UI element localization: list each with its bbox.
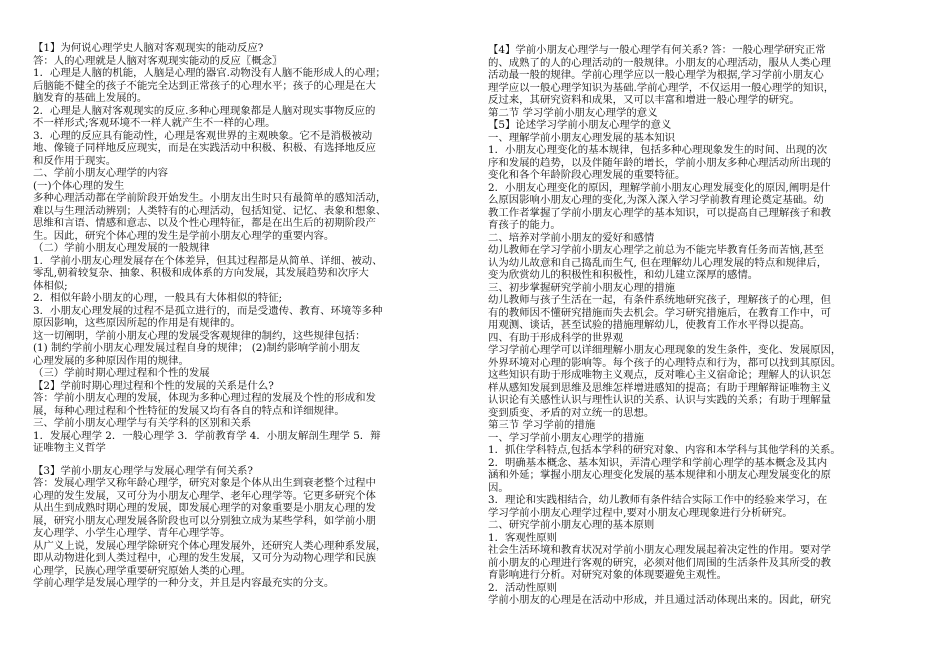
text-line: 脑发育的基础上发展的。 <box>33 92 148 104</box>
text-line: 和反作用于现实。 <box>33 154 117 167</box>
text-line: 1．抓住学科特点,包括本学科的研究对象、内容和本学科与其他学科的关系。 <box>488 444 841 456</box>
text-line: 反过来，其研究资料和成果，又可以丰富和增进一般心理学的研究。 <box>488 94 800 106</box>
text-line: 幼儿教师在学习学前小朋友心理学之前总为不能完毕教育任务而苦恼,甚至 <box>488 244 824 256</box>
text-line: 答：发展心理学又称年龄心理学，研究对象是个体从出生到衰老整个过程中 <box>33 477 376 489</box>
text-line: 心理发展的多种原因作用的规律。 <box>33 354 189 367</box>
text-line: (1) 制约学前小朋友心理发展过程自身的规律； (2)制约影响学前小朋友 <box>33 342 360 354</box>
text-line: 思维和言语、情感和意志、以及个性心理特征，都是在出生后的初期阶段产 <box>33 217 376 229</box>
text-line <box>33 455 465 465</box>
text-line: 从出生到成熟时期心理的发展，即发展心理学的对象重要是小朋友心理的发 <box>33 502 376 514</box>
text-line: 友心理学、小学生心理学、青年心理学等。 <box>33 527 231 539</box>
text-line: 活动最一般的规律。学前心理学应以一般心理学为根据,学习学前小朋友心 <box>488 69 824 81</box>
text-line: 多种心理活动都在学前阶段开始发生。小朋友出生时只有最简单的感知活动， <box>33 192 387 204</box>
text-line: 二、培养对学前小朋友的爱好和感情 <box>488 231 655 244</box>
text-line: 样从感知发展到思维及思维怎样增进感知的提高；有助于理解辩证唯物主义 <box>488 381 831 394</box>
text-line: 育孩子的能力。 <box>488 219 561 231</box>
text-line: 育影响进行分析。对研究对象的体现要避免主观性。 <box>488 569 727 581</box>
text-line: 原因影响，这些原因所起的作用是有规律的。 <box>33 317 241 329</box>
text-line: 【2】学前时期心理过程和个性的发展的关系是什么? <box>33 379 274 392</box>
text-line: 序和发展的趋势，以及伴随年龄的增长，学前小朋友多种心理活动所出现的 <box>488 156 831 169</box>
text-line: 心理的发生发展，又可分为小朋友心理学、老年心理学等。它更多研究个体 <box>33 489 376 502</box>
text-line: (一)个体心理的发生 <box>33 179 125 192</box>
text-line: 社会生活环境和教育状况对学前小朋友心理发展起着决定性的作用。要对学 <box>488 544 831 556</box>
text-line: 2．相似年龄小朋友的心理，一般具有大体相似的特征; <box>33 292 283 304</box>
text-line: 3．心理的反应具有能动性，心理是客观世界的主观映象。它不是消极被动 <box>33 129 373 142</box>
text-line: 变为欣赏幼儿的积极性和积极性，和幼儿建立深厚的感情。 <box>488 269 759 281</box>
text-line: 答：人的心理就是人脑对客观现实能动的反应〖概念〗 <box>33 54 283 67</box>
text-line: 第二节 学习学前小朋友心理学的意义 <box>488 106 658 119</box>
text-line: 四、有助于形成科学的世界观 <box>488 331 624 344</box>
text-line: 这一切阐明，学前小朋友心理的发展受客观规律的制约，这些规律包括： <box>33 329 366 342</box>
text-line: 难以与生理活动辨别；人类特有的心理活动，包括知觉、记忆、表象和想象、 <box>33 204 387 217</box>
text-line: 答：学前小朋友心理的发展，体现为多种心理过程的发展及个性的形成和发 <box>33 392 376 404</box>
text-line: 体相似; <box>33 279 68 292</box>
text-line: 3．小朋友心理发展的过程不是孤立进行的，而是受遗传、教育、环境等多种 <box>33 304 383 317</box>
text-line: 展，研究小朋友心理发展各阶段也可以分别独立成为某些学科，如学前小朋 <box>33 514 376 527</box>
text-line: 变到质变、矛盾的对立统一的思想。 <box>488 406 655 419</box>
text-line: 后脑能不健全的孩子不能完全达到正常孩子的心理水平；孩子的心理是在大 <box>33 79 376 92</box>
text-line: 么原因影响小朋友心理的变化,为深入深入学习学前教育理论奠定基础。幼 <box>488 194 824 206</box>
text-line: 3．理论和实践相结合，幼儿教师有条件结合实际工作中的经验来学习，在 <box>488 494 828 506</box>
text-line: 教工作者掌握了学前小朋友心理学的基本知识，可以提高自己理解孩子和教 <box>488 206 831 219</box>
text-line: 地、像镜子同样地反应现实，而是在实践活动中积极、积极、有选择地反应 <box>33 142 376 154</box>
text-line: 生。因此，研究个体心理的发生是学前小朋友心理学的重要内容。 <box>33 229 335 242</box>
text-line: 的、成熟了的人的心理活动的一般规律。小朋友的心理活动，服从人类心理 <box>488 56 831 69</box>
text-line: 变化和各个年龄阶段心理发展的重要特征。 <box>488 169 686 181</box>
text-line: 2．小朋友心理变化的原因，理解学前小朋友心理发展变化的原因,阐明是什 <box>488 181 831 194</box>
right-column <box>488 44 923 607</box>
text-line: 这些知识有助于形成唯物主义观点，反对唯心主义宿命论；理解人的认识怎 <box>488 369 831 381</box>
text-line: 外界环境对心理的影响等。每个孩子的心理特点和行为，都可以找到其原因。 <box>488 356 842 369</box>
text-line: 学习学前小朋友心理学过程中,要对小朋友心理现象进行分析研究。 <box>488 506 793 519</box>
text-line: 认识论有关感性认识与理性认识的关系、认识与实践的关系；有助于理解量 <box>488 394 831 406</box>
text-line: 理学应以一般心理学知识为基础.学前心理学，不仅运用一般心理学的知识， <box>488 81 835 94</box>
text-line: 2．心理是人脑对客观现实的反应.多种心理现象都是人脑对现实事物反应的 <box>33 104 376 117</box>
left-column <box>33 42 465 590</box>
text-line: 有的教师因不懂研究措施而失去机会。学习研究措施后，在教育工作中，可 <box>488 306 831 319</box>
text-line: 涵和外延；掌握小朋友心理变化发展的基本规律和小朋友心理发展变化的原 <box>488 469 831 481</box>
text-line: 证唯物主义哲学 <box>33 442 106 454</box>
text-line: （三）学前时期心理过程和个性的发展 <box>33 367 210 379</box>
text-line: 即从动物进化到人类过程中，心理的发生发展，又可分为动物心理学和民族 <box>33 552 376 564</box>
text-line: 从广义上说，发展心理学除研究个体心理发展外，还研究人类心理种系发展， <box>33 539 387 552</box>
text-line: 认为幼儿故意和自己捣乱而生气, 但在理解幼儿心理发展的特点和规律后， <box>488 256 828 269</box>
text-line: 零乱,朝着较复杂、抽象、积极和成体系的方向发展，其发展趋势和次序大 <box>33 267 369 279</box>
text-line: 一、学习学前小朋友心理学的措施 <box>488 431 644 444</box>
text-line: 【1】为何说心理学史人脑对客观现实的能动反应? <box>33 42 264 54</box>
text-line: 二、学前小朋友心理学的内容 <box>33 167 169 179</box>
text-line: （二）学前小朋友心理发展的一般规律 <box>33 242 210 254</box>
text-line: 2．活动性原则 <box>488 581 557 594</box>
text-line: 1．发展心理学 2．一般心理学 3．学前教育学 4．小朋友解剖生理学 5．辩 <box>33 429 381 442</box>
text-line: 学前小朋友的心理是在活动中形成，并且通过活动体现出来的。因此，研究 <box>488 594 831 606</box>
text-line: 1．小朋友心理变化的基本规律，包括多种心理现象发生的时间、出现的次 <box>488 144 828 156</box>
text-line: 1．客观性原则 <box>488 531 557 544</box>
text-line: 前小朋友的心理进行客观的研究，必须对他们周围的生活条件及其所受的教 <box>488 556 831 569</box>
text-line: 学习学前心理学可以详细理解小朋友心理现象的发生条件，变化、发展原因， <box>488 344 842 356</box>
text-line: 二、研究学前小朋友心理的基本原则 <box>488 519 655 531</box>
text-line: 一、理解学前小朋友心理发展的基本知识 <box>488 131 676 144</box>
text-line: 【3】学前小朋友心理学与发展心理学有何关系? <box>33 464 253 477</box>
text-line: 用观测、谈话，甚至试验的措施理解幼儿，使教育工作水平得以提高。 <box>488 319 811 331</box>
text-line: 三、学前小朋友心理学与有关学科的区别和关系 <box>33 417 252 429</box>
text-line: 1．学前小朋友心理发展存在个体差异，但其过程都是从简单、详细、被动、 <box>33 254 383 267</box>
text-line: 【4】学前小朋友心理学与一般心理学有何关系? 答：一般心理学研究正常 <box>488 44 826 56</box>
text-line: 展，每种心理过程和个性特征的发展又均有各自的特点和详细规律。 <box>33 404 345 417</box>
text-line: 1．心理是人脑的机能，人脑是心理的器官.动物没有人脑不能形成人的心理； <box>33 67 386 79</box>
text-line: 【5】论述学习学前小朋友心理学的意义 <box>488 119 672 131</box>
text-line: 学前心理学是发展心理学的一种分支，并且是内容最充实的分支。 <box>33 577 335 589</box>
text-line: 第三节 学习学前的措施 <box>488 419 596 431</box>
text-line: 三、初步掌握研究学前小朋友心理的措施 <box>488 281 676 294</box>
text-line: 幼儿教师与孩子生活在一起，有条件系统地研究孩子，理解孩子的心理，但 <box>488 294 831 306</box>
text-line: 心理学，民族心理学重要研究原始人类的心理。 <box>33 564 252 577</box>
text-line: 因。 <box>488 481 509 494</box>
text-line: 不一样形式;客观环境不一样人就产生不一样的心理。 <box>33 117 276 129</box>
text-line: 2．明确基本概念、基本知识，弄清心理学和学前心理学的基本概念及其内 <box>488 456 828 469</box>
